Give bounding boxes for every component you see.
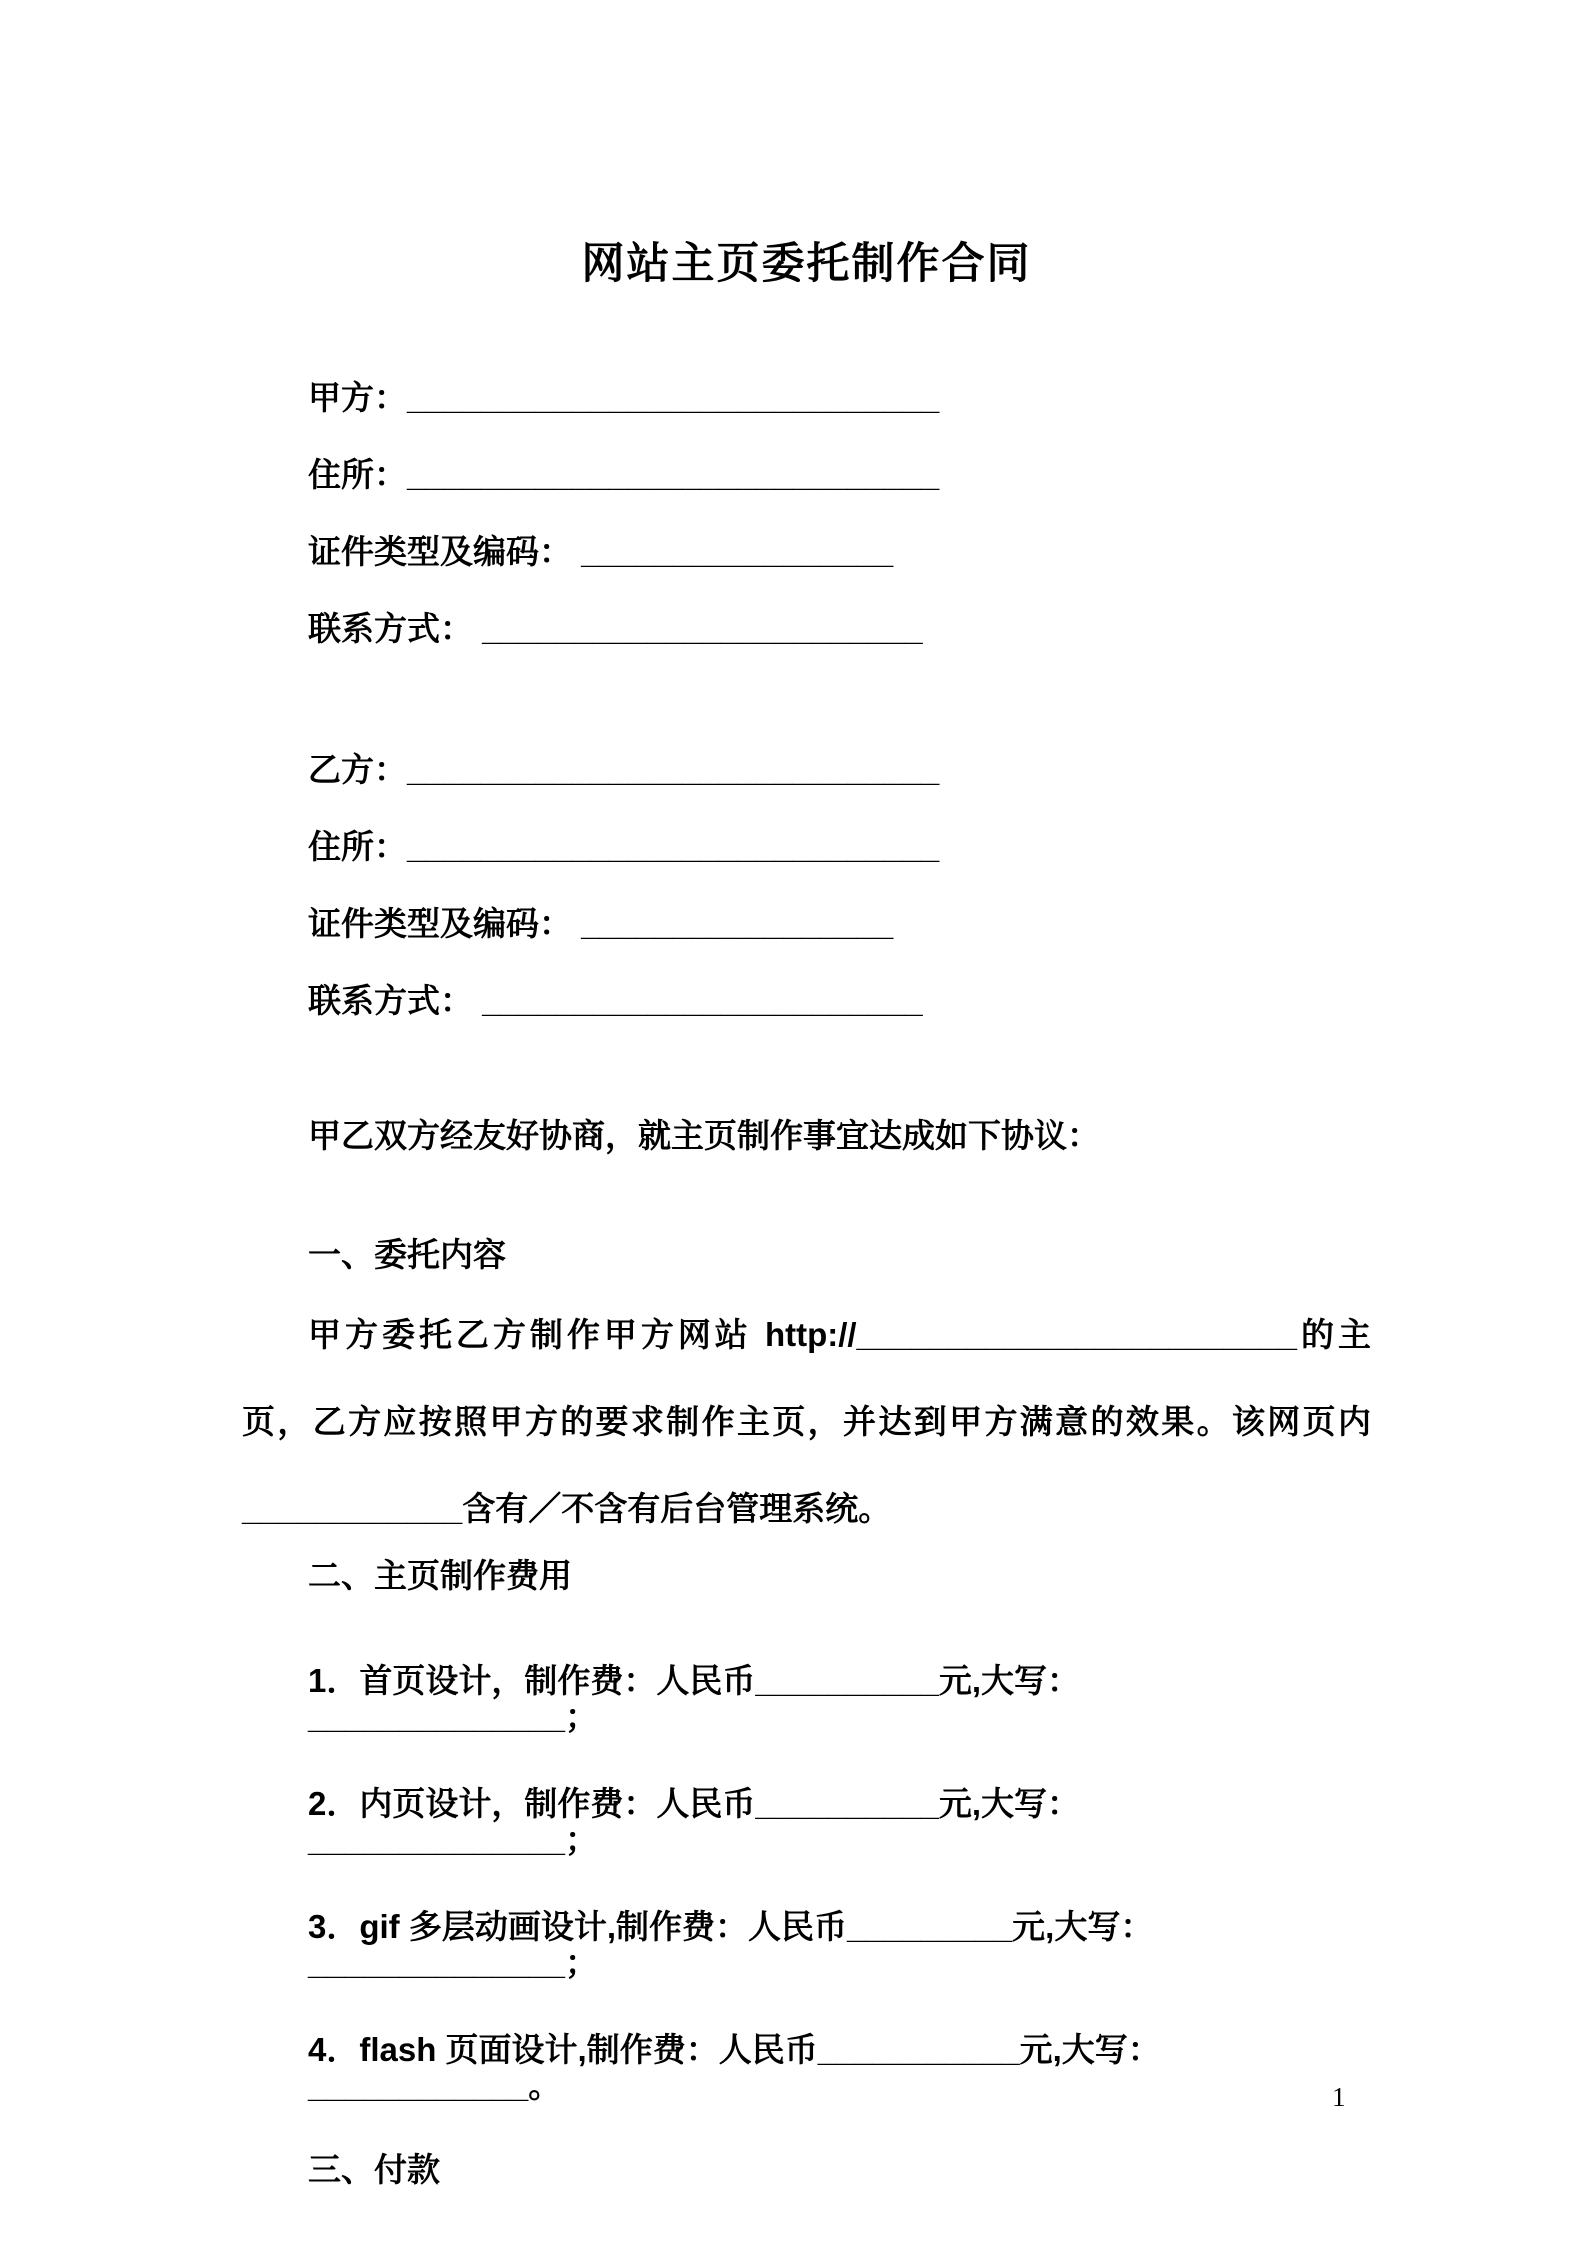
party-a-id-blank-line: _________________ [581,533,894,570]
party-a-address-label: 住所： [308,456,407,493]
fee-item-homepage-design: 1．首页设计，制作费：人民币__________元,大写： ______________； [308,1662,1090,1735]
section-1-heading: 一、委托内容 [308,1236,506,1273]
party-a-name-label: 甲方： [308,379,407,416]
section-1-paragraph: 甲方委托乙方制作甲方网站 http://________________________的主页，乙方应按照甲方的要求制作主页，并达到甲方满意的效果。该网页内____________含有／不含有后台管理系统。 [242,1316,1371,1527]
fee-item-flash-page-design: 4．flash 页面设计,制作费：人民币___________元,大写：____________。 [308,2031,1161,2104]
party-a-contact-blank-line: ________________________ [482,610,923,647]
party-b-name-label: 乙方： [308,751,407,788]
party-a-name-blank-line: _____________________________ [407,379,940,416]
fee-item-inner-page-design: 2．内页设计，制作费：人民币__________元,大写： ______________； [308,1785,1090,1858]
page-number: 1 [1332,2082,1346,2112]
section-2-heading: 二、主页制作费用 [308,1557,572,1594]
party-b-id-row [242,906,1371,942]
party-b-name-blank-line: _____________________________ [407,751,940,788]
section-3-heading: 三、付款 [308,2151,440,2188]
party-a-contact-label: 联系方式： [308,610,483,647]
party-a-name-row [242,380,1371,416]
fee-item-gif-animation-design: 3．gif 多层动画设计,制作费：人民币_________元,大写：______________； [308,1908,1154,1981]
party-b-address-row [242,829,1371,865]
party-b-contact-blank-line: ________________________ [482,982,923,1019]
document-title: 网站主页委托制作合同 [581,240,1032,288]
party-b-id-blank-line: _________________ [581,905,894,942]
party-b-name-row [242,752,1371,788]
party-a-contact-row [242,611,1371,647]
intro-paragraph: 甲乙双方经友好协商，就主页制作事宜达成如下协议： [308,1117,1100,1154]
party-b-contact-label: 联系方式： [308,982,483,1019]
party-a-id-row [242,534,1371,570]
party-b-address-blank-line: _____________________________ [407,828,940,865]
party-b-id-label: 证件类型及编码： [308,905,582,942]
party-a-id-label: 证件类型及编码： [308,533,582,570]
party-a-address-row [242,457,1371,493]
party-a-address-blank-line: _____________________________ [407,456,940,493]
party-b-address-label: 住所： [308,828,407,865]
party-b-contact-row [242,983,1371,1019]
